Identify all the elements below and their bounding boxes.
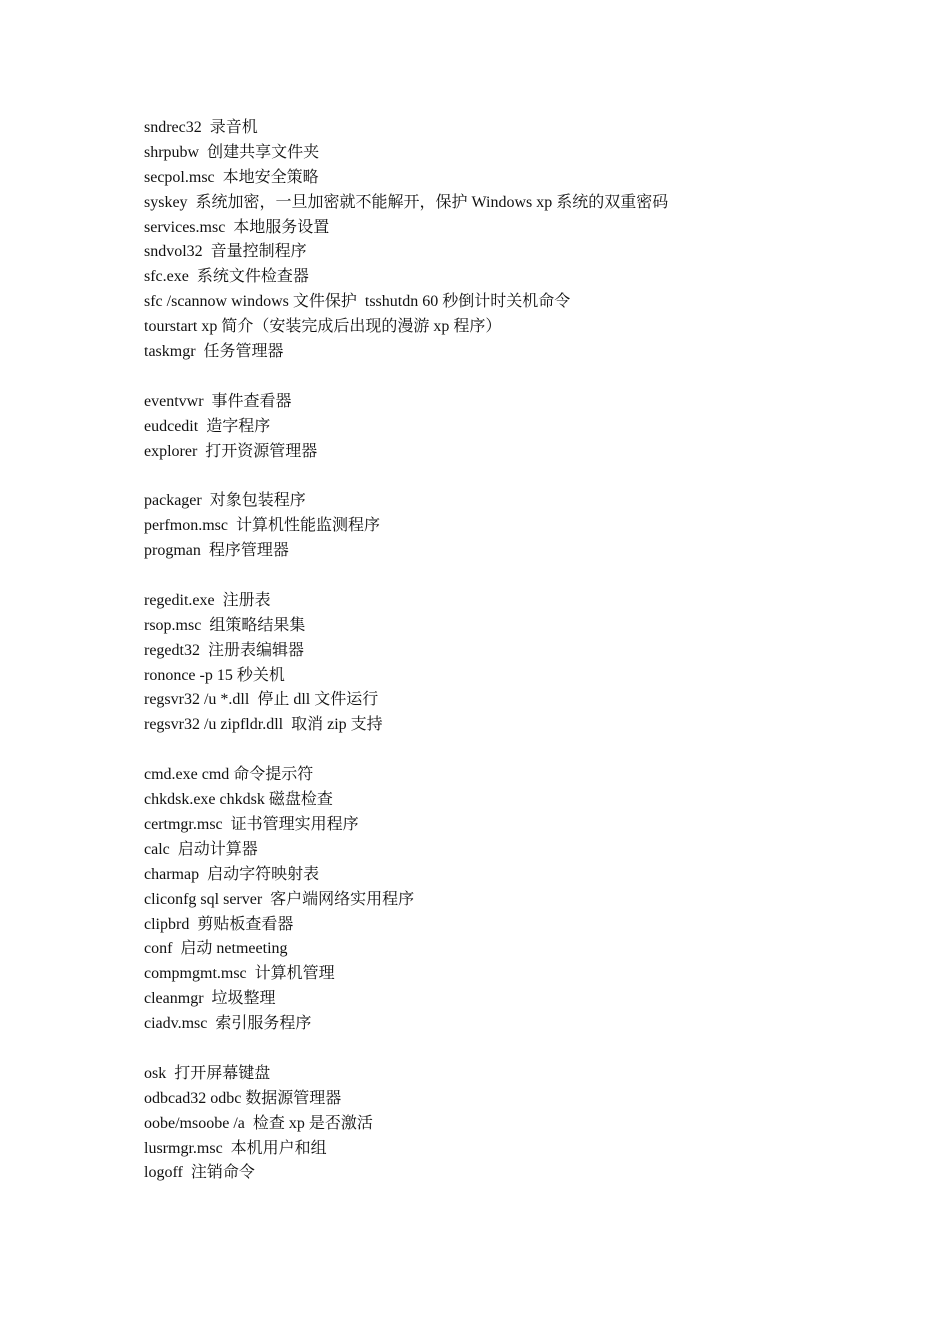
command-line: cmd.exe cmd 命令提示符 bbox=[144, 766, 314, 784]
command-line: regsvr32 /u zipfldr.dll 取消 zip 支持 bbox=[144, 716, 383, 734]
command-line: regsvr32 /u *.dll 停止 dll 文件运行 bbox=[144, 691, 379, 709]
command-line: conf 启动 netmeeting bbox=[144, 940, 288, 958]
command-line: rsop.msc 组策略结果集 bbox=[144, 616, 306, 634]
command-line: secpol.msc 本地安全策略 bbox=[144, 168, 319, 186]
command-line: taskmgr 任务管理器 bbox=[144, 343, 284, 361]
command-line: progman 程序管理器 bbox=[144, 542, 289, 560]
blank-line bbox=[144, 564, 864, 589]
blank-line bbox=[144, 1037, 864, 1062]
command-line: clipbrd 剪贴板查看器 bbox=[144, 915, 294, 933]
command-line: eudcedit 造字程序 bbox=[144, 417, 271, 435]
command-line: packager 对象包装程序 bbox=[144, 492, 306, 510]
command-line: cliconfg sql server 客户端网络实用程序 bbox=[144, 890, 415, 908]
command-group bbox=[144, 763, 864, 1037]
command-line: tourstart xp 简介（安装完成后出现的漫游 xp 程序） bbox=[144, 318, 502, 336]
command-line: ciadv.msc 索引服务程序 bbox=[144, 1015, 312, 1033]
command-line: oobe/msoobe /a 检查 xp 是否激活 bbox=[144, 1114, 373, 1132]
command-line: sfc.exe 系统文件检查器 bbox=[144, 268, 309, 286]
command-line: sfc /scannow windows 文件保护 tsshutdn 60 秒倒计时关机命令 bbox=[144, 293, 571, 311]
command-line: calc 启动计算器 bbox=[144, 840, 258, 858]
command-group bbox=[144, 589, 864, 738]
command-line: lusrmgr.msc 本机用户和组 bbox=[144, 1139, 327, 1157]
command-line: eventvwr 事件查看器 bbox=[144, 392, 292, 410]
command-line: logoff 注销命令 bbox=[144, 1164, 255, 1182]
document-body bbox=[144, 116, 864, 1186]
command-group bbox=[144, 390, 864, 465]
command-line: sndvol32 音量控制程序 bbox=[144, 243, 307, 261]
blank-line bbox=[144, 365, 864, 390]
command-group bbox=[144, 116, 864, 365]
command-line: sndrec32 录音机 bbox=[144, 119, 258, 136]
command-line: shrpubw 创建共享文件夹 bbox=[144, 143, 320, 161]
command-line: cleanmgr 垃圾整理 bbox=[144, 990, 276, 1008]
command-line: rononce -p 15 秒关机 bbox=[144, 666, 285, 684]
command-line: chkdsk.exe chkdsk 磁盘检查 bbox=[144, 791, 333, 809]
command-group bbox=[144, 1062, 864, 1186]
command-line: regedit.exe 注册表 bbox=[144, 591, 271, 609]
command-line: certmgr.msc 证书管理实用程序 bbox=[144, 815, 359, 833]
command-line: perfmon.msc 计算机性能监测程序 bbox=[144, 517, 380, 535]
command-line: regedt32 注册表编辑器 bbox=[144, 641, 304, 659]
command-line: syskey 系统加密，一旦加密就不能解开，保护 Windows xp 系统的双重密码 bbox=[144, 193, 669, 211]
command-line: osk 打开屏幕键盘 bbox=[144, 1064, 271, 1082]
command-group bbox=[144, 489, 864, 564]
blank-line bbox=[144, 738, 864, 763]
command-line: compmgmt.msc 计算机管理 bbox=[144, 965, 335, 983]
command-line: odbcad32 odbc 数据源管理器 bbox=[144, 1089, 342, 1107]
command-line: charmap 启动字符映射表 bbox=[144, 865, 320, 883]
command-line: explorer 打开资源管理器 bbox=[144, 442, 318, 460]
blank-line bbox=[144, 464, 864, 489]
command-line: services.msc 本地服务设置 bbox=[144, 218, 330, 236]
